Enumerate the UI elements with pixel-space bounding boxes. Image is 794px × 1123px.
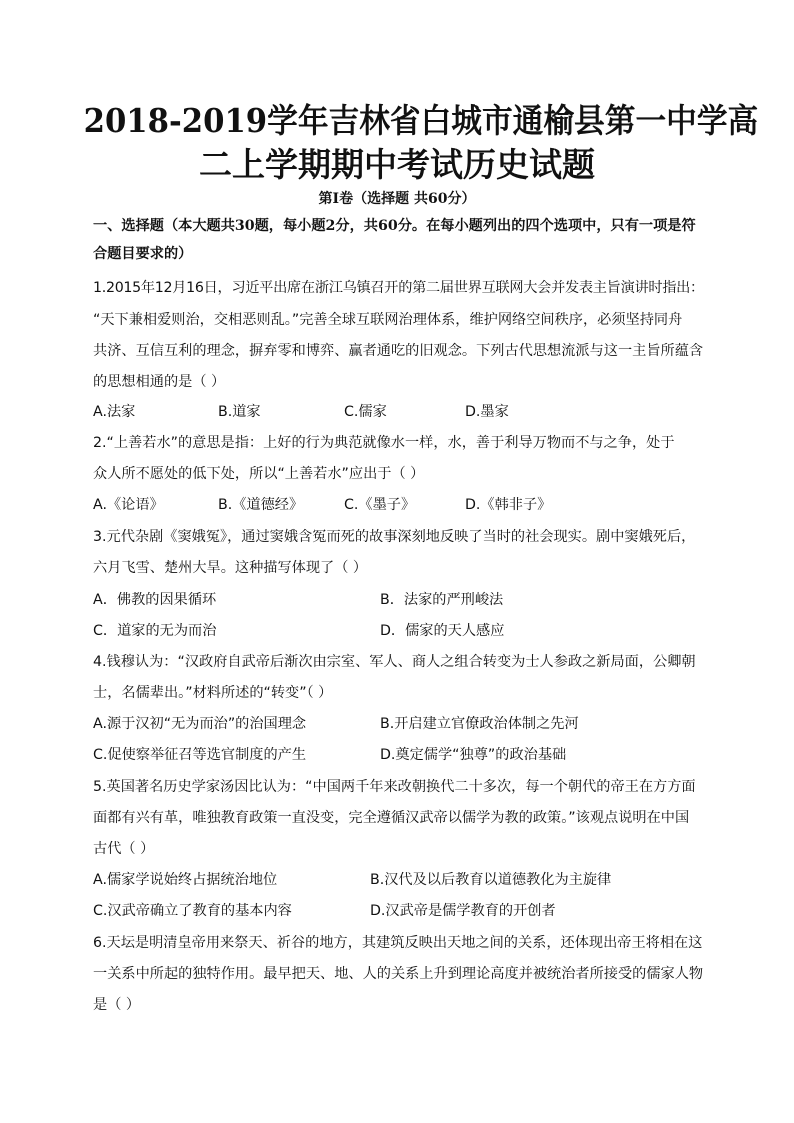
question-4-option-c: C.促使察举征召等选官制度的产生 xyxy=(93,747,307,763)
question-2-option-d: D.《韩非子》 xyxy=(465,497,552,513)
volume-header: 第Ⅰ卷（选择题 共60分） xyxy=(318,191,476,207)
question-4-option-d: D.奠定儒学“独尊”的政治基础 xyxy=(380,747,567,763)
question-3-line-2: 六月飞雪、楚州大旱。这种描写体现了（ ） xyxy=(93,560,368,576)
question-2-option-c: C.《墨子》 xyxy=(344,497,416,513)
question-3-option-a: A．佛教的因果循环 xyxy=(93,592,217,608)
question-5-option-c: C.汉武帝确立了教育的基本内容 xyxy=(93,903,292,919)
question-1-line-3: 共济、互信互利的理念，摒弃零和博弈、赢者通吃的旧观念。下列古代思想流派与这一主旨所蕴含 xyxy=(93,343,704,359)
question-1-option-b: B.道家 xyxy=(218,404,261,420)
question-2-option-a: A.《论语》 xyxy=(93,497,164,513)
question-5-line-1: 5.英国著名历史学家汤因比认为：“中国两千年来改朝换代二十多次，每一个朝代的帝王在方方面 xyxy=(93,779,696,795)
question-5-option-b: B.汉代及以后教育以道德教化为主旋律 xyxy=(370,872,612,888)
question-1-line-2: “天下兼相爱则治，交相恶则乱。”完善全球互联网治理体系，维护网络空间秩序，必须坚持同舟 xyxy=(93,312,683,328)
question-4-line-2: 士，名儒辈出。”材料所述的“转变”（ ） xyxy=(93,685,333,701)
question-2-line-2: 众人所不愿处的低下处，所以“上善若水”应出于（ ） xyxy=(93,466,425,482)
question-1-option-c: C.儒家 xyxy=(344,404,387,420)
question-3-line-1: 3.元代杂剧《窦娥冤》，通过窦娥含冤而死的故事深刻地反映了当时的社会现实。剧中窦娥死后， xyxy=(93,529,696,545)
question-1-line-1: 1.2015年12月16日，习近平出席在浙江乌镇召开的第二届世界互联网大会并发表主旨演讲时指出： xyxy=(93,280,704,296)
question-4-option-b: B.开启建立官僚政治体制之先河 xyxy=(380,716,579,732)
page-title-line-1: 2018-2019学年吉林省白城市通榆县第一中学高 xyxy=(83,101,759,140)
question-3-option-b: B．法家的严刑峻法 xyxy=(380,592,504,608)
question-1-option-a: A.法家 xyxy=(93,404,136,420)
question-5-option-d: D.汉武帝是儒学教育的开创者 xyxy=(370,903,556,919)
section-header-line-2: 合题目要求的） xyxy=(93,246,193,262)
question-2-line-1: 2.“上善若水”的意思是指：上好的行为典范就像水一样，水，善于利导万物而不与之争，处于 xyxy=(93,435,675,451)
question-6-line-1: 6.天坛是明清皇帝用来祭天、祈谷的地方，其建筑反映出天地之间的关系，还体现出帝王将相在这 xyxy=(93,935,703,951)
question-6-line-2: 一关系中所起的独特作用。最早把天、地、人的关系上升到理论高度并被统治者所接受的儒家人物 xyxy=(93,966,704,982)
question-3-option-c: C．道家的无为而治 xyxy=(93,623,217,639)
question-1-line-4: 的思想相通的是（ ） xyxy=(93,374,226,390)
question-6-line-3: 是（ ） xyxy=(93,997,141,1013)
question-5-option-a: A.儒家学说始终占据统治地位 xyxy=(93,872,278,888)
question-2-option-b: B.《道德经》 xyxy=(218,497,304,513)
question-5-line-2: 面都有兴有革，唯独教育政策一直没变，完全遵循汉武帝以儒学为教的政策。”该观点说明在中国 xyxy=(93,810,690,826)
question-4-line-1: 4.钱穆认为：“汉政府自武帝后渐次由宗室、军人、商人之组合转变为士人参政之新局面，公卿朝 xyxy=(93,654,696,670)
question-4-option-a: A.源于汉初“无为而治”的治国理念 xyxy=(93,716,307,732)
question-5-line-3: 古代（ ） xyxy=(93,841,155,857)
section-header-line-1: 一、选择题（本大题共30题，每小题2分，共60分。在每小题列出的四个选项中，只有一项是符 xyxy=(93,218,696,234)
question-3-option-d: D．儒家的天人感应 xyxy=(380,623,505,639)
page-title-line-2: 二上学期期中考试历史试题 xyxy=(199,145,595,184)
question-1-option-d: D.墨家 xyxy=(465,404,509,420)
